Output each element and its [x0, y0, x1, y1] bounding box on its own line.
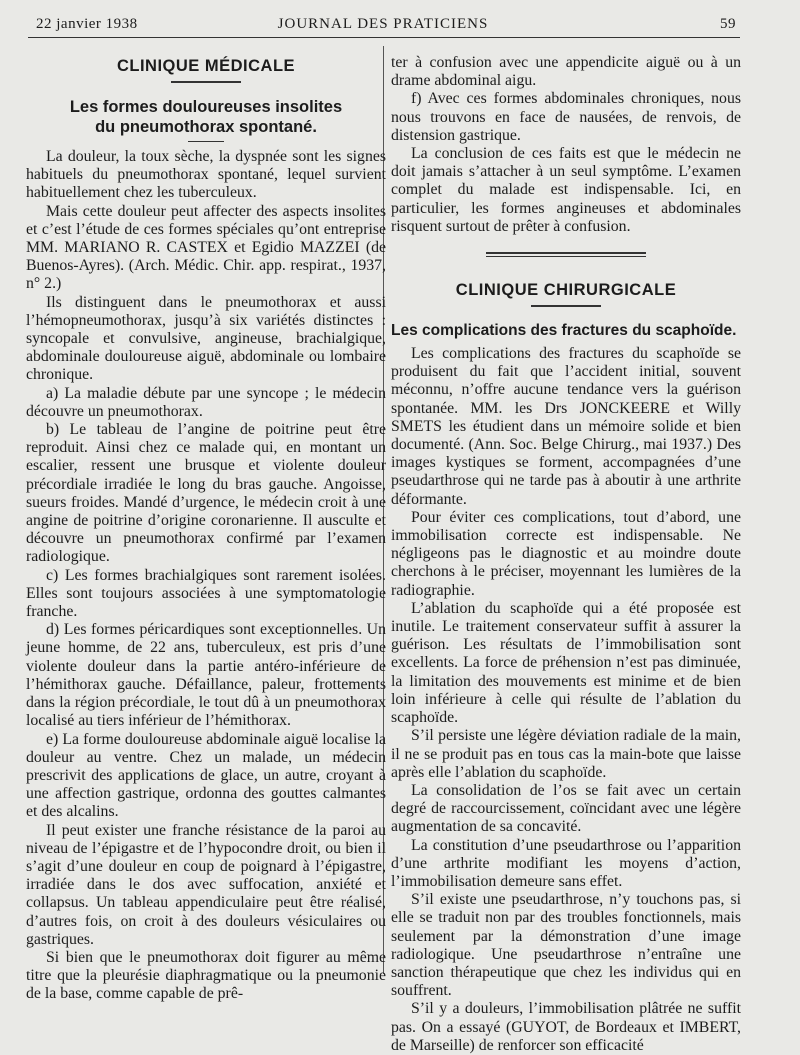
paragraph: Ils distinguent dans le pneumothorax et aussi l’hémopneumothorax, jusqu’à six variétés distinctes : syncopale et convulsive, angineuse, brachialgique, abdominale douloureuse aiguë, abdominale ou lombaire chronique.	[26, 293, 386, 384]
section-rule	[531, 305, 601, 307]
paragraph: Il peut exister une franche résistance de la paroi au niveau de l’épigastre et de l’hypocondre droit, ou bien il s’agit d’une douleur en coup de poignard à l’épigastre, irradiée dans le dos avec suffocation, anxiété et collapsus. Un tableau appendiculaire peut être réalisé, d’autres fois, on croit à des douleurs vésiculaires ou gastriques.	[26, 821, 386, 948]
paragraph: e) La forme douloureuse abdominale aiguë localise la douleur au ventre. Chez un malade, un médecin prescrivit des applications de glace, un autre, croyant à une affection gastrique, ordonna des gouttes calmantes et des alcalins.	[26, 730, 386, 821]
title-rule	[188, 141, 224, 142]
paragraph: S’il existe une pseudarthrose, n’y touchons pas, si elle se traduit non par des troubles fonctionnels, mais seulement par la démonstration d’une image radiologique. Une pseudarthrose n’entraîne une sanction thérapeutique que chez les individus qui en souffrent.	[391, 891, 741, 1000]
paragraph: Pour éviter ces complications, tout d’abord, une immobilisation correcte est indispensable. Ne négligeons pas le diagnostic et au moindre doute cherchons à le préciser, moyennant les lumières de la radiographie.	[391, 508, 741, 599]
running-head	[28, 14, 738, 36]
paragraph: S’il persiste une légère déviation radiale de la main, il ne se produit pas en tous cas la main-bote que laisse après elle l’ablation du scaphoïde.	[391, 727, 741, 781]
paragraph: Mais cette douleur peut affecter des aspects insolites et c’est l’étude de ces formes spéciales qu’ont entreprise MM. MARIANO R. CASTEX et Egidio MAZZEI (de Buenos-Ayres). (Arch. Médic. Chir. app. respirat., 1937, n° 2.)	[26, 202, 386, 293]
paragraph: L’ablation du scaphoïde qui a été proposée est inutile. Le traitement conservateur suffit à assurer la guérison. Les résultats de l’immobilisation sont excellents. La force de préhension n’est pas diminuée, la limitation des mouvements est minime et de bien loin inférieure à celle qui résulte de l’ablation du scaphoïde.	[391, 599, 741, 727]
journal-title: JOURNAL DES PRATICIENS	[277, 16, 489, 32]
paragraph: La constitution d’une pseudarthrose ou l’apparition d’une arthrite modifiant les moyens d’action, l’immobilisation demeure sans effet.	[391, 836, 741, 890]
issue-date: 22 janvier 1938	[36, 16, 138, 32]
paragraph: La douleur, la toux sèche, la dyspnée sont les signes habituels du pneumothorax spontané, lequel survient habituellement chez les tuberculeux.	[26, 148, 386, 202]
paragraph: d) Les formes péricardiques sont exceptionnelles. Un jeune homme, de 22 ans, tuberculeux, est pris d’une violente douleur dans la partie antéro-inférieure de l’hémithorax gauche. Défaillance, paleur, frottements dans la région précordiale, le tout dû à un pneumothorax localisé au tiers inférieur de l’hémithorax.	[26, 621, 386, 730]
paragraph: La consolidation de l’os se fait avec un certain degré de raccourcissement, coïncidant avec une légère augmentation de sa concavité.	[391, 781, 741, 836]
right-column	[391, 54, 741, 1055]
header-rule	[28, 37, 740, 38]
section-heading-medicale: CLINIQUE MÉDICALE	[116, 57, 296, 75]
page-number: 59	[720, 16, 736, 32]
article-title-scaphoide: Les complications des fractures du scaphoïde.	[391, 322, 737, 340]
article-title-line: du pneumothorax spontané.	[95, 118, 317, 136]
paragraph: b) Le tableau de l’angine de poitrine peut être reproduit. Ainsi chez ce malade qui, en montant un escalier, ressent une brusque et violente douleur précordiale irradiée le long du bras gauche. Angoisse, sueurs froides. Mandé d’urgence, le médecin croit à une angine de poitrine d’origine coronarienne. Il ausculte et découvre un pneumothorax confirmé par l’examen radiologique.	[26, 421, 386, 566]
section-rule	[171, 81, 241, 83]
paragraph: f) Avec ces formes abdominales chroniques, nous nous trouvons en face de nausées, de renvois, de distension gastrique.	[391, 90, 741, 144]
section-separator	[486, 252, 646, 257]
section-heading-chirurgicale: CLINIQUE CHIRURGICALE	[455, 281, 677, 300]
left-column	[26, 54, 386, 1004]
article-title-line: Les formes douloureuses insolites	[69, 98, 343, 116]
paragraph: Si bien que le pneumothorax doit figurer au même titre que la pleurésie diaphragmatique ou la pneumonie de la base, comme capable de prê-	[26, 948, 386, 1003]
paragraph: La conclusion de ces faits est que le médecin ne doit jamais s’attacher à un seul symptôme. L’examen complet du malade est indispensable. Ici, en particulier, les formes angineuses et abdominales risquent surtout de prêter à confusion.	[391, 145, 741, 235]
paragraph: Les complications des fractures du scaphoïde se produisent du fait que l’accident initial, souvent méconnu, n’offre aucune tendance vers la guérison spontanée. MM. les Drs JONCKEERE et Willy SMETS les étudient dans un mémoire solide et bien documenté. (Ann. Soc. Belge Chirurg., mai 1937.) Des images kystiques se forment, accompagnées d’une pseudarthrose qui ne tarde pas à aboutir à une arthrite déformante.	[391, 345, 741, 508]
article-title-pneumothorax	[26, 97, 386, 137]
paragraph: S’il y a douleurs, l’immobilisation plâtrée ne suffit pas. On a essayé (GUYOT, de Bordeaux et IMBERT, de Marseille) de renforcer son efficacité	[391, 1000, 741, 1054]
paragraph: a) La maladie débute par une syncope ; le médecin découvre un pneumothorax.	[26, 384, 386, 420]
paragraph: c) Les formes brachialgiques sont rarement isolées. Elles sont toujours associées à une symptomatologie franche.	[26, 566, 386, 621]
paragraph-continuation: ter à confusion avec une appendicite aiguë ou à un drame abdominal aigu.	[391, 54, 741, 90]
